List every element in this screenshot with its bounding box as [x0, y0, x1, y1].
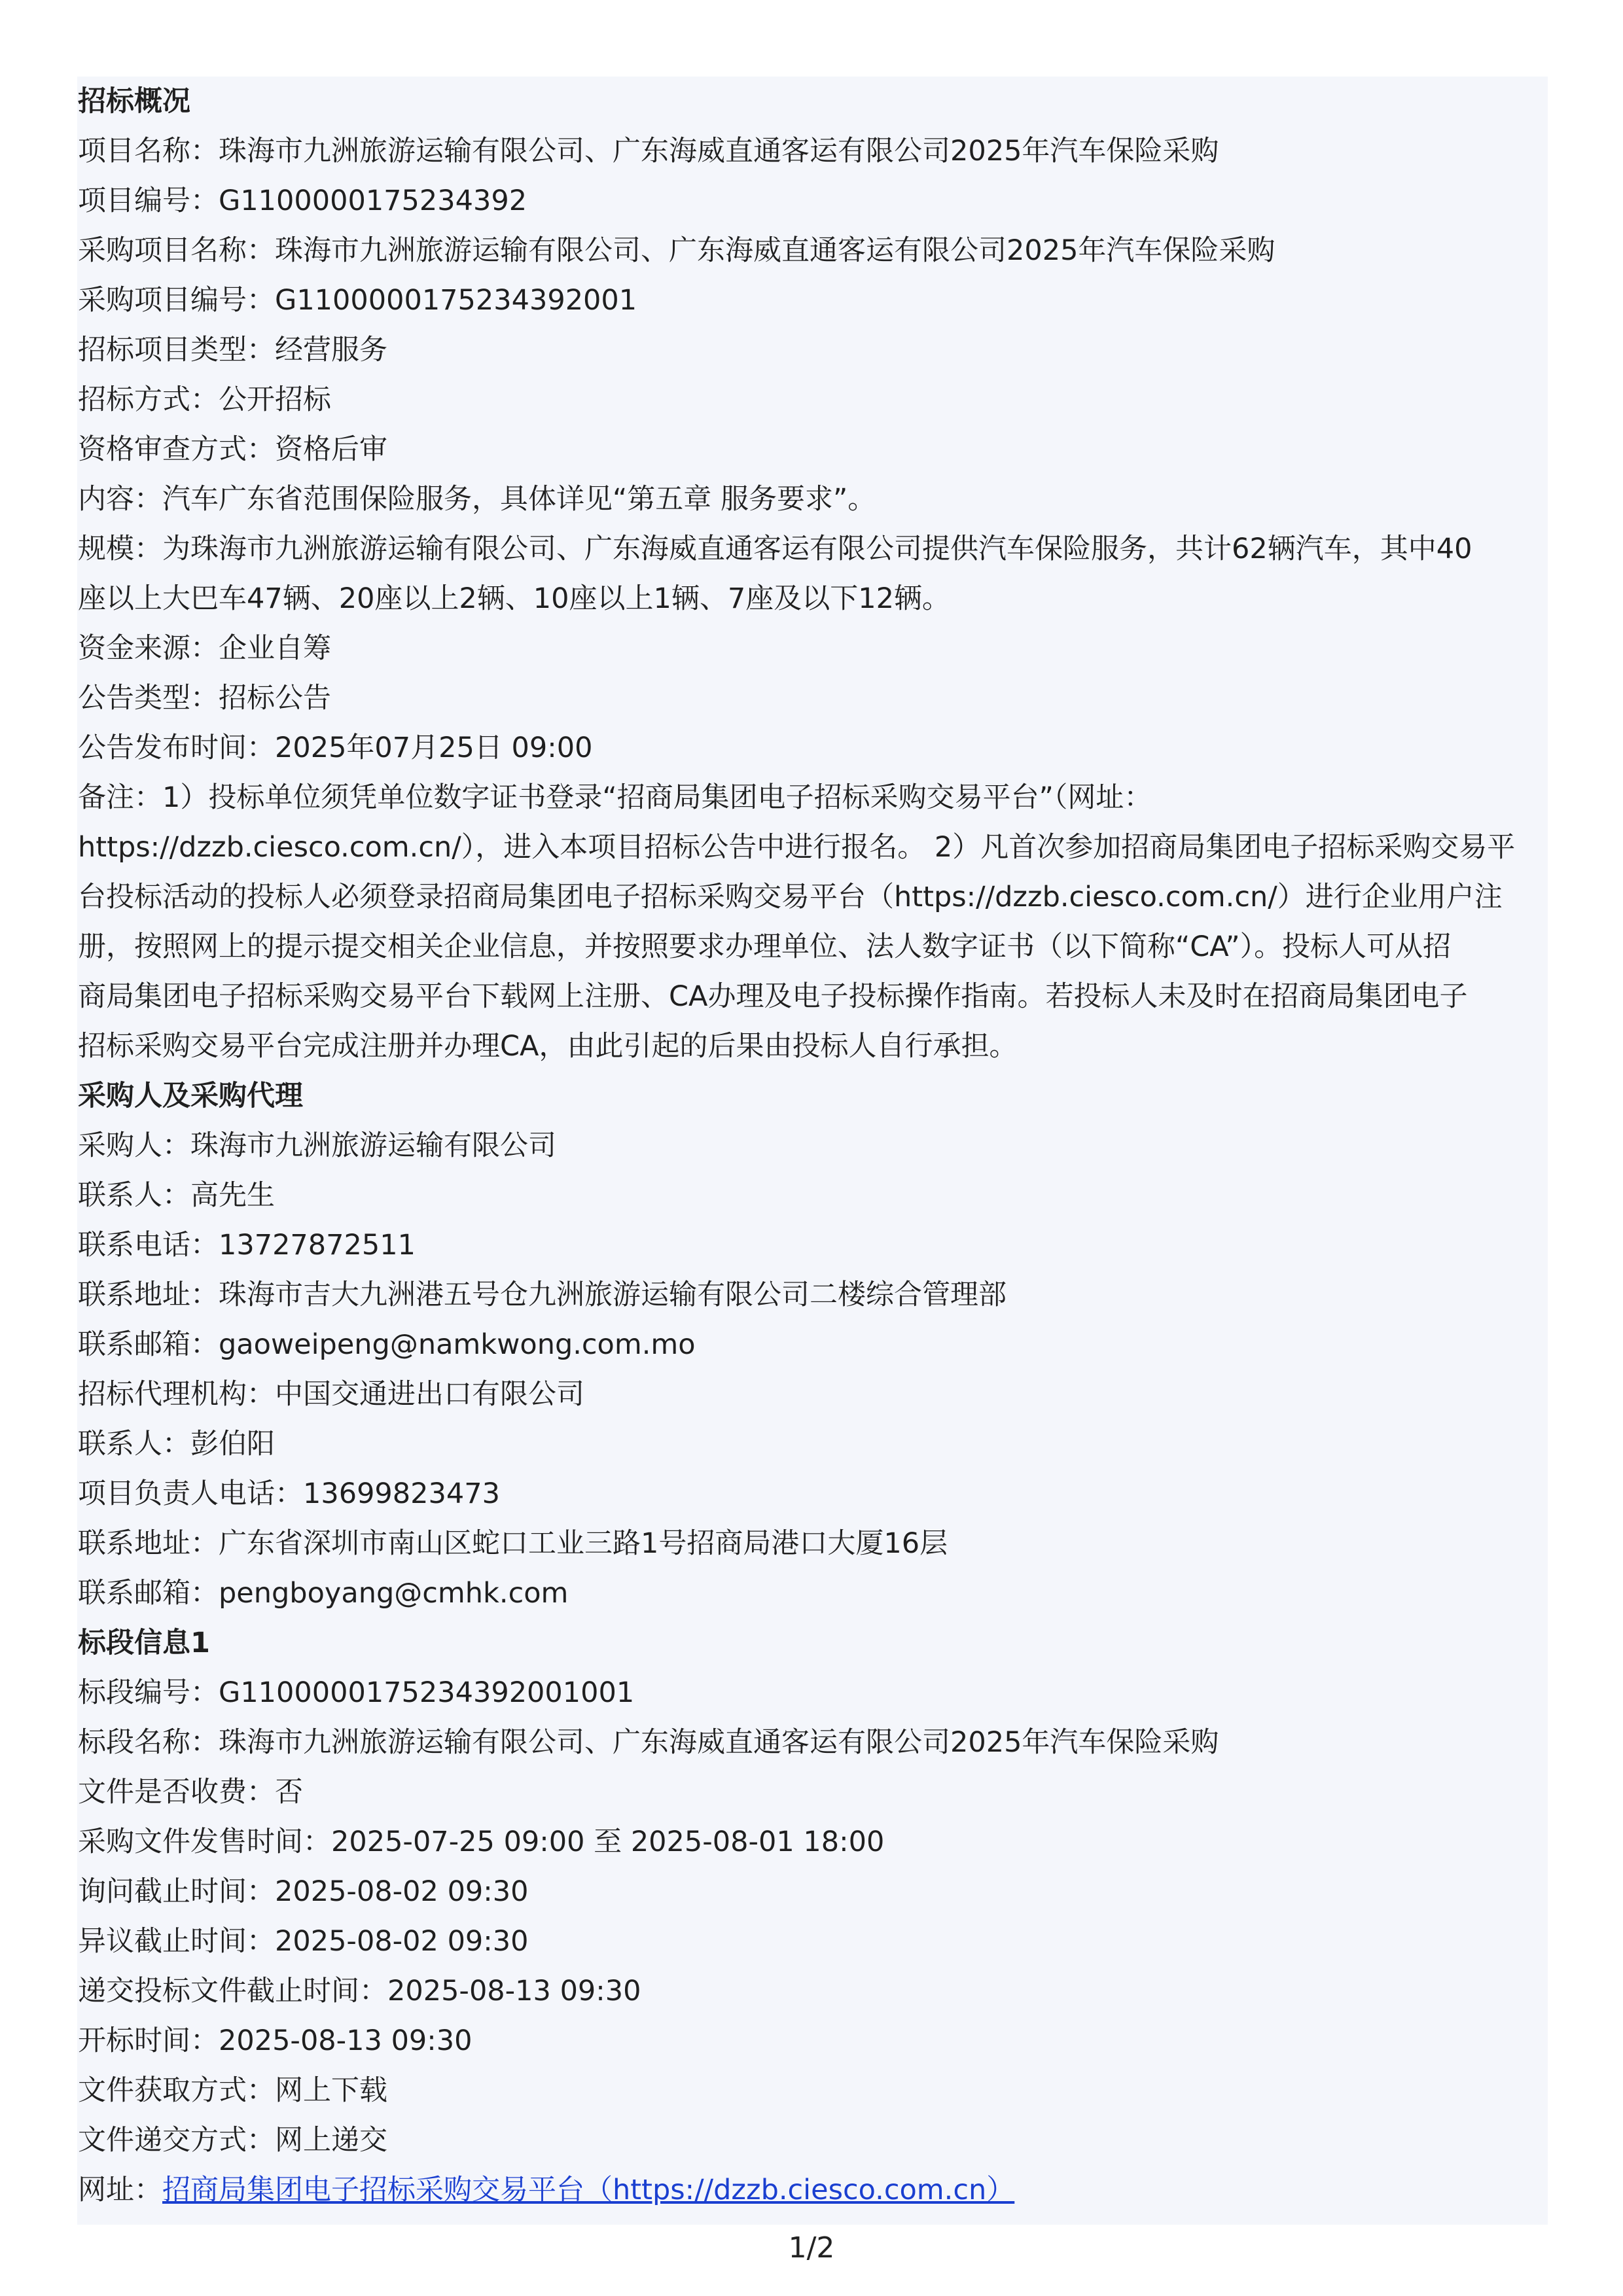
project-type: 招标项目类型：经营服务: [78, 334, 387, 366]
remark-line-2: https://dzzb.ciesco.com.cn/），进入本项目招标公告中进行报名。 2）凡首次参加招商局集团电子招标采购交易平: [78, 831, 1516, 864]
document-sale-time: 采购文件发售时间：2025-07-25 09:00 至 2025-08-01 18:00: [78, 1826, 885, 1858]
page-number: 1/2: [788, 2231, 835, 2265]
purchase-project-number: 采购项目编号：G1100000175234392001: [78, 284, 637, 317]
remark-line-1: 备注：1）投标单位须凭单位数字证书登录“招商局集团电子招标采购交易平台”（网址：: [78, 781, 1152, 814]
remark-line-3: 台投标活动的投标人必须登录招商局集团电子招标采购交易平台（https://dzzb.ciesco.com.cn/）进行企业用户注: [78, 881, 1503, 913]
section-heading-lot: 标段信息1: [78, 1627, 210, 1659]
remark-line-4: 册，按照网上的提示提交相关企业信息，并按照要求办理单位、法人数字证书（以下简称“CA”）。投标人可从招: [78, 930, 1452, 963]
purchaser: 采购人：珠海市九洲旅游运输有限公司: [78, 1129, 556, 1162]
scale-line-1: 规模：为珠海市九洲旅游运输有限公司、广东海威直通客运有限公司提供汽车保险服务，共计62辆汽车，其中40: [78, 533, 1472, 565]
content-description: 内容：汽车广东省范围保险服务，具体详见“第五章 服务要求”。: [78, 483, 876, 516]
bidding-method: 招标方式：公开招标: [78, 383, 331, 416]
document-fee: 文件是否收费：否: [78, 1776, 303, 1809]
notice-type: 公告类型：招标公告: [78, 682, 331, 715]
objection-deadline: 异议截止时间：2025-08-02 09:30: [78, 1925, 529, 1958]
purchaser-address: 联系地址：珠海市吉大九洲港五号仓九洲旅游运输有限公司二楼综合管理部: [78, 1279, 1007, 1311]
agency-phone: 项目负责人电话：13699823473: [78, 1477, 500, 1510]
document-obtain-method: 文件获取方式：网上下载: [78, 2074, 387, 2107]
lot-number: 标段编号：G1100000175234392001001: [78, 1676, 635, 1709]
website-row: [78, 2165, 1544, 2215]
agency: 招标代理机构：中国交通进出口有限公司: [78, 1378, 584, 1411]
document-submit-method: 文件递交方式：网上递交: [78, 2124, 387, 2157]
bid-opening-time: 开标时间：2025-08-13 09:30: [78, 2024, 473, 2057]
section-heading-overview: 招标概况: [78, 85, 190, 118]
agency-email: 联系邮箱：pengboyang@cmhk.com: [78, 1577, 569, 1610]
purchaser-phone: 联系电话：13727872511: [78, 1229, 416, 1262]
agency-address: 联系地址：广东省深圳市南山区蛇口工业三路1号招商局港口大厦16层: [78, 1527, 948, 1560]
purchaser-contact: 联系人：高先生: [78, 1179, 275, 1212]
project-number: 项目编号：G1100000175234392: [78, 185, 527, 217]
qualification-review: 资格审查方式：资格后审: [78, 433, 387, 466]
publish-time: 公告发布时间：2025年07月25日 09:00: [78, 732, 593, 764]
purchase-project-name: 采购项目名称：珠海市九洲旅游运输有限公司、广东海威直通客运有限公司2025年汽车保险采购: [78, 234, 1275, 267]
lot-name: 标段名称：珠海市九洲旅游运输有限公司、广东海威直通客运有限公司2025年汽车保险采购: [78, 1726, 1219, 1759]
agency-contact: 联系人：彭伯阳: [78, 1428, 275, 1460]
funding-source: 资金来源：企业自筹: [78, 632, 331, 665]
project-name: 项目名称：珠海市九洲旅游运输有限公司、广东海威直通客运有限公司2025年汽车保险采购: [78, 135, 1219, 168]
website-link[interactable]: 招商局集团电子招标采购交易平台（https://dzzb.ciesco.com.cn）: [162, 2174, 1015, 2206]
scale-line-2: 座以上大巴车47辆、20座以上2辆、10座以上1辆、7座及以下12辆。: [78, 582, 950, 615]
section-heading-purchaser: 采购人及采购代理: [78, 1080, 303, 1112]
submission-deadline: 递交投标文件截止时间：2025-08-13 09:30: [78, 1975, 641, 2007]
purchaser-email: 联系邮箱：gaoweipeng@namkwong.com.mo: [78, 1328, 696, 1361]
remark-line-6: 招标采购交易平台完成注册并办理CA，由此引起的后果由投标人自行承担。: [78, 1030, 1018, 1063]
inquiry-deadline: 询问截止时间：2025-08-02 09:30: [78, 1875, 529, 1908]
website-label: 网址：: [78, 2174, 162, 2206]
document-body: [78, 77, 1544, 2215]
remark-line-5: 商局集团电子招标采购交易平台下载网上注册、CA办理及电子投标操作指南。若投标人未及时在招商局集团电子: [78, 980, 1468, 1013]
